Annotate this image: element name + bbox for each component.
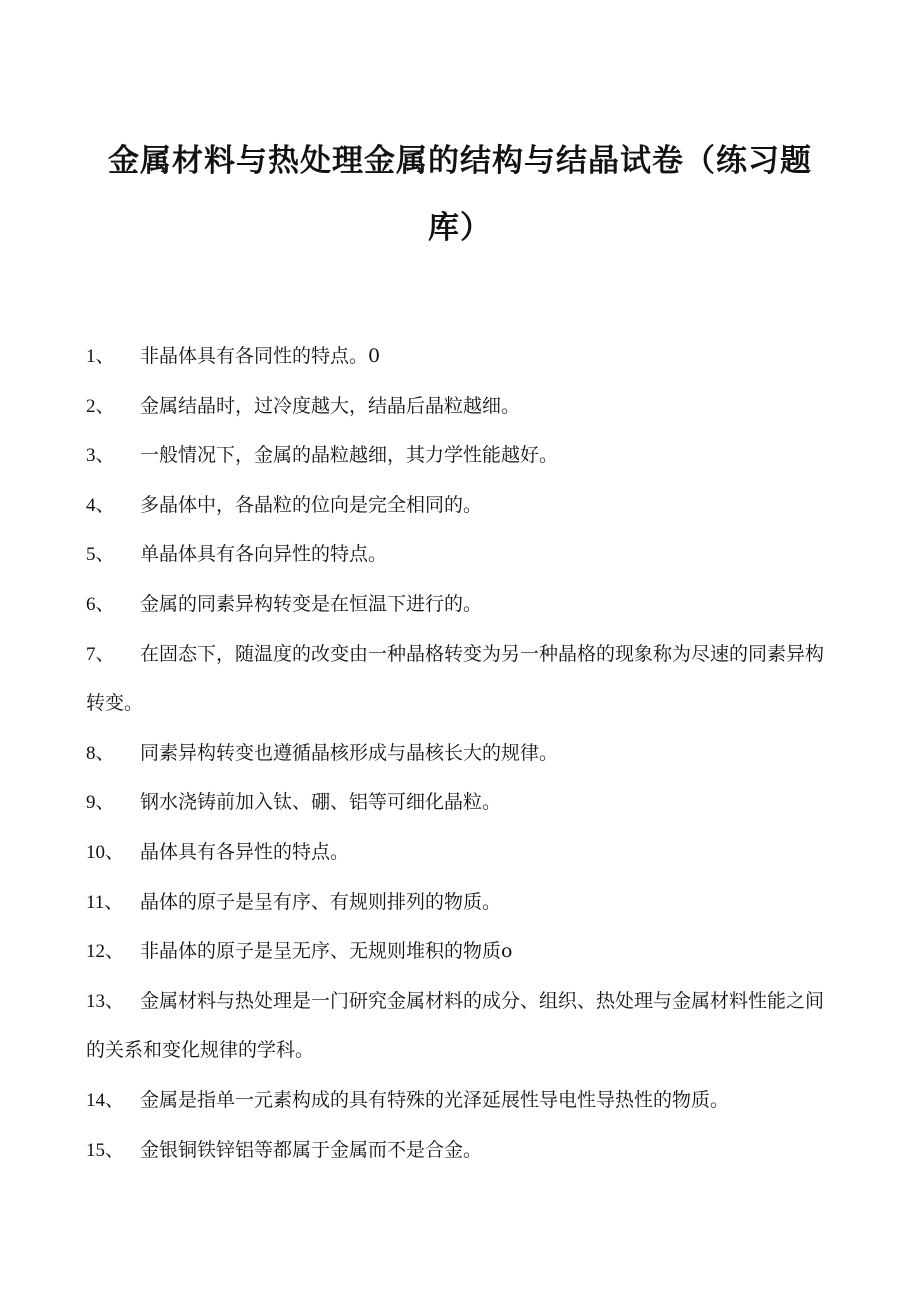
document-title: 金属材料与热处理金属的结构与结晶试卷（练习题库）: [108, 143, 812, 246]
question-text: 同素异构转变也遵循晶核形成与晶核长大的规律。: [140, 741, 559, 764]
question-text: 金属结晶时，过冷度越大，结晶后晶粒越细。: [140, 394, 521, 417]
question-number: 9、: [86, 792, 115, 814]
question-text: 晶体具有各异性的特点。: [140, 840, 350, 863]
question-text: 单晶体具有各向异性的特点。: [140, 543, 388, 566]
question-text: 一般情况下，金属的晶粒越细，其力学性能越好。: [140, 444, 559, 467]
question-text: 非晶体具有各同性的特点。0: [140, 345, 381, 367]
question-item: [86, 927, 826, 977]
question-text: 金银铜铁锌铝等都属于金属而不是合金。: [140, 1138, 483, 1161]
question-item: [86, 530, 826, 580]
question-text: 钢水浇铸前加入钛、硼、铝等可细化晶粒。: [140, 791, 502, 814]
question-number: 13、: [86, 990, 125, 1012]
question-text: 在固态下，随温度的改变由一种晶格转变为另一种晶格的现象称为尽速的同素异构转变。: [86, 642, 825, 715]
question-number: 6、: [86, 593, 115, 615]
question-number: 5、: [86, 544, 115, 566]
question-text: 金属是指单一元素构成的具有特殊的光泽延展性导电性导热性的物质。: [140, 1088, 730, 1111]
question-item: [86, 630, 826, 729]
question-item: [86, 481, 826, 531]
question-number: 4、: [86, 494, 115, 516]
question-item: [86, 332, 826, 382]
question-item: [86, 977, 826, 1076]
question-text: 非晶体的原子是呈无序、无规则堆积的物质o: [140, 940, 513, 963]
question-number: 3、: [86, 445, 115, 467]
question-number: 14、: [86, 1089, 125, 1111]
question-item: [86, 580, 826, 630]
question-number: 8、: [86, 742, 115, 764]
question-item: [86, 828, 826, 878]
question-number: 11、: [86, 891, 124, 913]
question-item: [86, 1076, 826, 1126]
question-item: [86, 382, 826, 432]
question-text: 多晶体中，各晶粒的位向是完全相同的。: [140, 493, 483, 516]
question-item: [86, 729, 826, 779]
question-number: 12、: [86, 941, 125, 963]
question-item: [86, 878, 826, 928]
question-number: 10、: [86, 841, 125, 863]
question-item: [86, 1126, 826, 1176]
question-item: [86, 431, 826, 481]
question-number: 2、: [86, 395, 115, 417]
question-number: 15、: [86, 1139, 125, 1161]
question-text: 金属材料与热处理是一门研究金属材料的成分、组织、热处理与金属材料性能之间的关系和变化规律的学科。: [86, 989, 825, 1062]
question-number: 7、: [86, 643, 115, 665]
question-list: [86, 332, 826, 1175]
question-item: [86, 778, 826, 828]
question-text: 晶体的原子是呈有序、有规则排列的物质。: [140, 890, 502, 913]
question-number: 1、: [86, 346, 115, 367]
question-text: 金属的同素异构转变是在恒温下进行的。: [140, 592, 483, 615]
